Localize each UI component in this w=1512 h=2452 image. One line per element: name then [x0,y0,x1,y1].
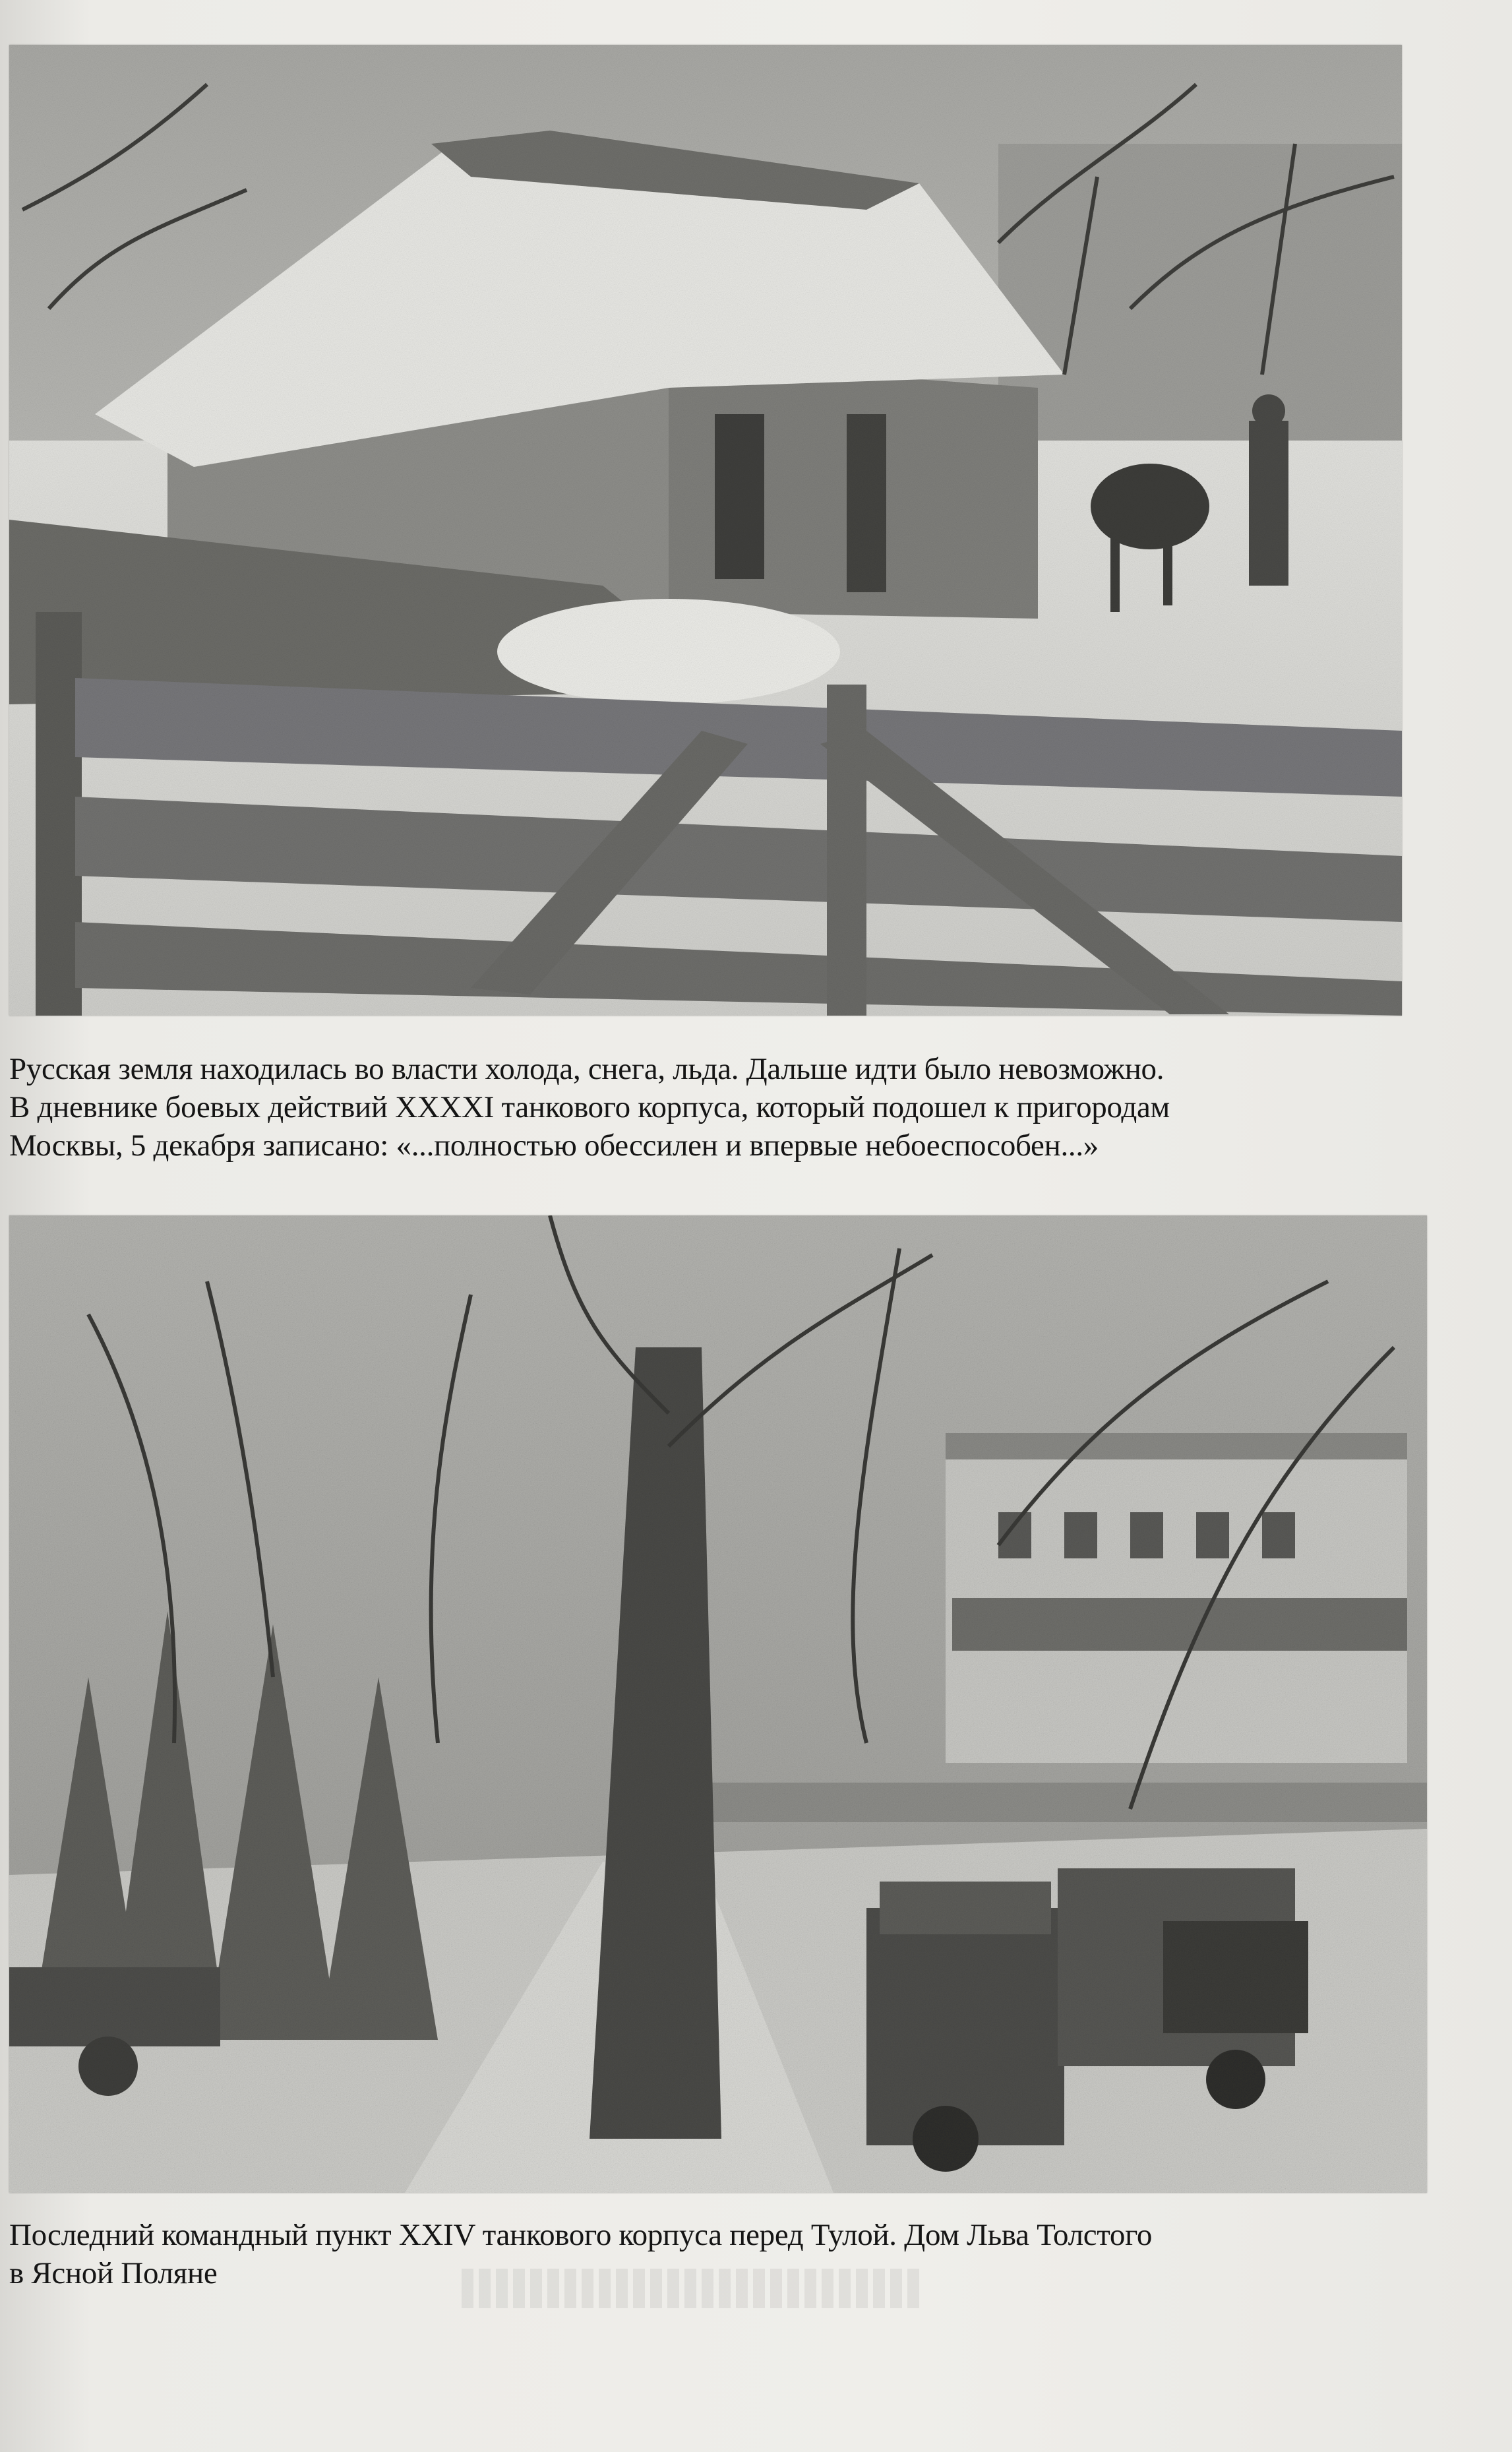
bleed-through-text [462,2269,923,2308]
photo-tolstoy-house-drawing [9,1215,1427,2193]
caption-top-line-1: Русская земля находилась во власти холода, снега, льда. Дальше идти было невозможно. [9,1052,1164,1086]
caption-top-line-3: Москвы, 5 декабря записано: «...полностью обессилен и впервые небоеспособен...» [9,1128,1099,1163]
caption-bottom-line-1: Последний командный пункт XXIV танкового корпуса перед Тулой. Дом Льва Толстого [9,2218,1153,2252]
photo-snowy-hut [9,45,1402,1016]
photo-snowy-hut-drawing [9,45,1402,1016]
photo-tolstoy-house [9,1215,1427,2193]
caption-bottom-line-2: в Ясной Поляне [9,2256,218,2290]
caption-top [9,1050,1420,1165]
caption-top-line-2: В дневнике боевых действий XXXXI танкового корпуса, который подошел к пригородам [9,1090,1170,1124]
